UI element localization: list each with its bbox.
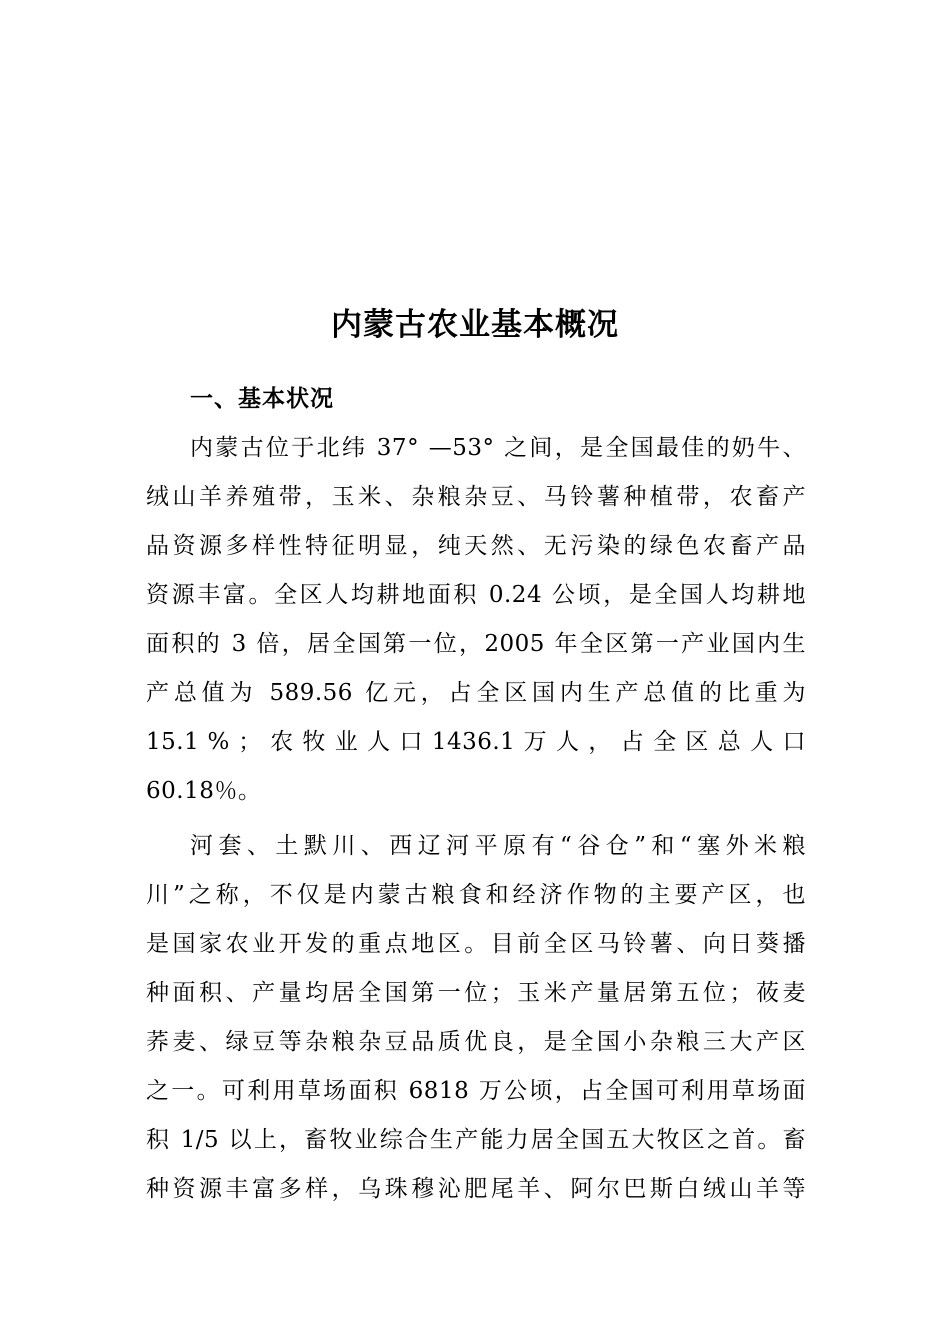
paragraph-line: 内蒙古位于北纬 37° —53° 之间，是全国最佳的奶牛、	[190, 435, 806, 461]
paragraph-grain-regions	[146, 822, 806, 1214]
paragraph-line: 60.18％。	[146, 778, 262, 804]
paragraph-line: 产总值为 589.56 亿元，占全区国内生产总值的比重为	[146, 680, 806, 706]
paragraph-line: 是国家农业开发的重点地区。目前全区马铃薯、向日葵播	[146, 931, 806, 957]
document-title: 内蒙古农业基本概况	[331, 307, 619, 343]
paragraph-line: 种资源丰富多样，乌珠穆沁肥尾羊、阿尔巴斯白绒山羊等	[146, 1176, 806, 1202]
paragraph-line: 品资源多样性特征明显，纯天然、无污染的绿色农畜产品	[146, 533, 806, 559]
paragraph-line: 积 1/5 以上，畜牧业综合生产能力居全国五大牧区之首。畜	[146, 1127, 806, 1153]
section-heading: 一、基本状况	[190, 385, 334, 412]
paragraph-line: 绒山羊养殖带，玉米、杂粮杂豆、马铃薯种植带，农畜产	[146, 484, 806, 510]
paragraph-line: 15.1 % ； 农 牧 业 人 口 1436.1 万 人 ， 占 全 区 总 人 口	[146, 729, 806, 755]
paragraph-line: 种面积、产量均居全国第一位；玉米产量居第五位；莜麦	[146, 980, 806, 1006]
paragraph-line: 之一。可利用草场面积 6818 万公顷，占全国可利用草场面	[146, 1078, 806, 1104]
paragraph-line: 面积的 3 倍，居全国第一位，2005 年全区第一产业国内生	[146, 631, 806, 657]
paragraph-basic-status	[146, 424, 806, 816]
paragraph-line: 河套、土默川、西辽河平原有“谷仓”和“塞外米粮	[190, 833, 806, 859]
paragraph-line: 荞麦、绿豆等杂粮杂豆品质优良，是全国小杂粮三大产区	[146, 1029, 806, 1055]
paragraph-line: 川”之称，不仅是内蒙古粮食和经济作物的主要产区，也	[146, 882, 806, 908]
paragraph-line: 资源丰富。全区人均耕地面积 0.24 公顷，是全国人均耕地	[146, 582, 806, 608]
